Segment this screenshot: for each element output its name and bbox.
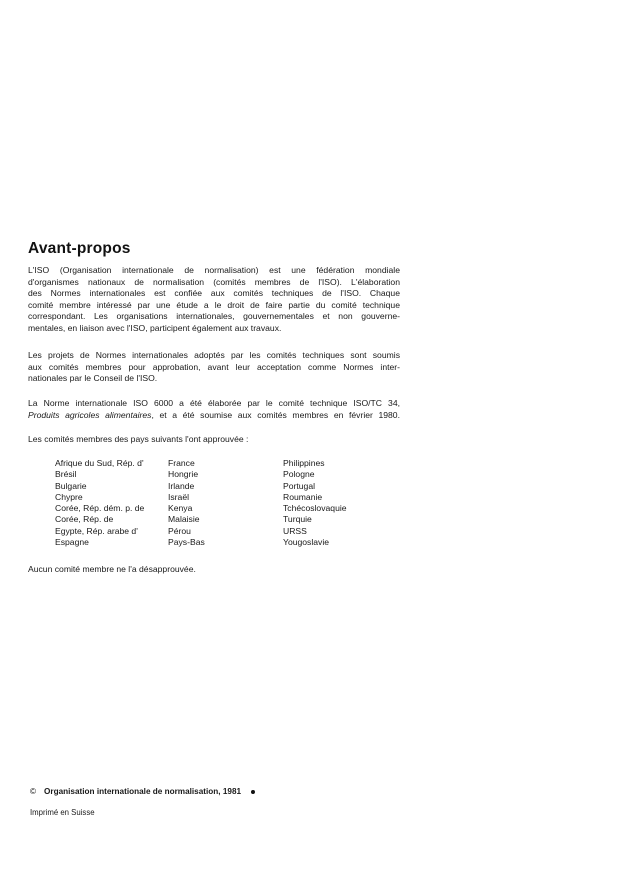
text-line: aux comités membres pour approbation, avant leur acceptation comme Normes inter- bbox=[28, 361, 400, 372]
country-item: Yougoslavie bbox=[283, 537, 330, 548]
country-item: Bulgarie bbox=[55, 480, 87, 491]
country-item: Philippines bbox=[283, 458, 325, 468]
intro-paragraph bbox=[28, 265, 400, 335]
country-item: Chypre bbox=[55, 491, 83, 502]
country-item: France bbox=[168, 458, 195, 468]
country-column-1 bbox=[55, 458, 144, 548]
country-item: Turquie bbox=[283, 514, 312, 525]
text-line: Les comités membres des pays suivants l'ont approuvée : bbox=[28, 434, 249, 444]
country-item: Pays-Bas bbox=[168, 537, 205, 548]
text-line: La Norme internationale ISO 6000 a été élaborée par le comité technique ISO/TC 34, bbox=[28, 398, 400, 408]
committee-title: Produits agricoles alimentaires bbox=[28, 409, 152, 420]
country-item: Malaisie bbox=[168, 514, 200, 525]
country-item: Afrique du Sud, Rép. d' bbox=[55, 458, 144, 468]
country-item: Portugal bbox=[283, 480, 316, 491]
projects-paragraph bbox=[28, 350, 400, 385]
text-line: L'ISO (Organisation internationale de normalisation) est une fédération mondiale bbox=[28, 265, 400, 275]
country-item: Pérou bbox=[168, 525, 191, 536]
text-line: correspondant. Les organisations internationales, gouvernementales et non gouverne- bbox=[28, 311, 400, 322]
copyright-icon: © bbox=[30, 787, 37, 796]
text-line: comité membre intéressé par une étude a le droit de faire partie du comité technique bbox=[28, 299, 400, 310]
bullet-icon bbox=[251, 790, 255, 794]
country-column-3 bbox=[283, 458, 347, 548]
text-line: nationales par le Conseil de l'ISO. bbox=[28, 373, 158, 384]
text-line: Aucun comité membre ne l'a désapprouvée. bbox=[28, 564, 196, 574]
country-item: Corée, Rép. de bbox=[55, 514, 114, 525]
country-item: Kenya bbox=[168, 503, 193, 514]
text-line: d'organismes nationaux de normalisation (comités membres de l'ISO). L'élaboration bbox=[28, 276, 400, 287]
country-item: URSS bbox=[283, 525, 307, 536]
country-item: Israël bbox=[168, 491, 190, 502]
text-line: mentales, en liaison avec l'ISO, participent également aux travaux. bbox=[28, 322, 282, 333]
country-item: Roumanie bbox=[283, 491, 323, 502]
printed-in: Imprimé en Suisse bbox=[30, 808, 95, 817]
copyright-line bbox=[30, 787, 255, 796]
country-column-2 bbox=[168, 458, 205, 548]
country-item: Tchécoslovaquie bbox=[283, 503, 347, 514]
page-title: Avant-propos bbox=[28, 240, 131, 257]
text-line: Les projets de Normes internationales adoptés par les comités techniques sont soumis bbox=[28, 350, 400, 360]
country-item: Espagne bbox=[55, 537, 89, 548]
country-item: Irlande bbox=[168, 480, 195, 491]
country-item: Brésil bbox=[55, 469, 77, 480]
text-line: des Normes internationales est confiée aux comités techniques de l'ISO. Chaque bbox=[28, 288, 400, 299]
country-item: Pologne bbox=[283, 469, 315, 480]
country-item: Egypte, Rép. arabe d' bbox=[55, 525, 138, 536]
country-item: Hongrie bbox=[168, 469, 199, 480]
text-span: , et a été soumise aux comités membres en février 1980. bbox=[151, 409, 400, 420]
disapproval-note bbox=[28, 564, 400, 576]
country-item: Corée, Rép. dém. p. de bbox=[55, 503, 145, 514]
text-line bbox=[28, 410, 400, 422]
copyright-text: Organisation internationale de normalisation, 1981 bbox=[44, 787, 242, 796]
standard-paragraph bbox=[28, 398, 400, 421]
approval-intro bbox=[28, 434, 400, 446]
